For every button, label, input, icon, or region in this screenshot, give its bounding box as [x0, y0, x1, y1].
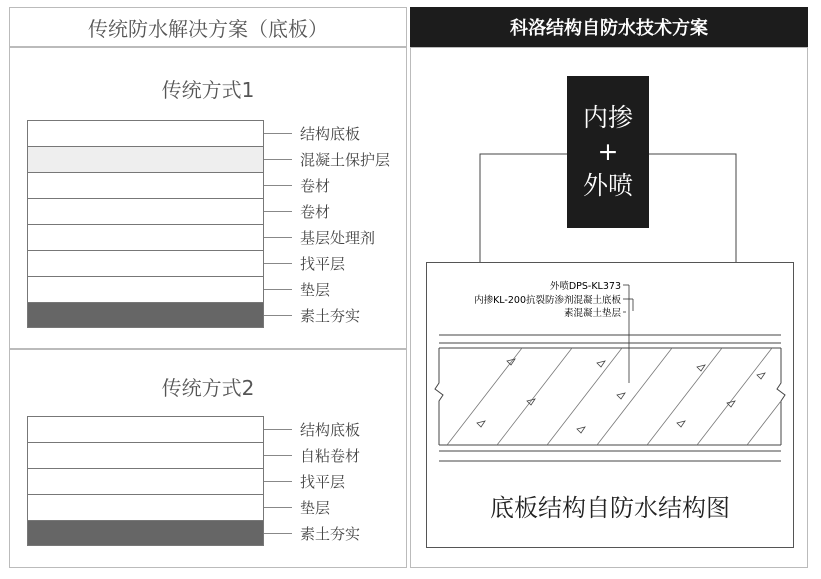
- method1-layer-label-text: 垫层: [300, 280, 331, 299]
- method-box: [567, 76, 649, 228]
- detail-caption: 底板结构自防水结构图: [490, 494, 730, 522]
- method1-title: 传统方式1: [161, 78, 255, 102]
- method1-layer-label-text: 找平层: [300, 254, 346, 273]
- method1-layer-label-text: 混凝土保护层: [300, 150, 391, 169]
- kl-solution-header: 科洛结构自防水技术方案: [410, 7, 808, 47]
- box-line-internal: 内掺: [582, 103, 633, 133]
- method1-layer-label-text: 结构底板: [300, 124, 361, 143]
- method1-layer-label-text: 卷材: [300, 176, 331, 195]
- detail-label-bedding: 素混凝土垫层: [563, 308, 621, 319]
- method1-layer-label-text: 卷材: [300, 202, 331, 221]
- detail-label-admix: 内掺KL-200抗裂防渗剂混凝土底板: [474, 295, 621, 306]
- box-line-plus: +: [597, 137, 619, 167]
- method2-layer-label-text: 素土夯实: [300, 524, 361, 543]
- method2-layer-label-text: 结构底板: [300, 420, 361, 439]
- traditional-header: 传统防水解决方案（底板）: [9, 7, 407, 47]
- method1-layer-label-text: 基层处理剂: [300, 228, 376, 247]
- method2-layer-label-text: 自粘卷材: [300, 446, 361, 465]
- detail-label-spray: 外喷DPS-KL373: [549, 281, 621, 292]
- box-line-external: 外喷: [582, 170, 633, 200]
- method2-title: 传统方式2: [161, 376, 255, 400]
- method1-layer-label-text: 素土夯实: [300, 306, 361, 325]
- method2-layer-label-text: 找平层: [300, 472, 346, 491]
- method2-layer-label-text: 垫层: [300, 498, 331, 517]
